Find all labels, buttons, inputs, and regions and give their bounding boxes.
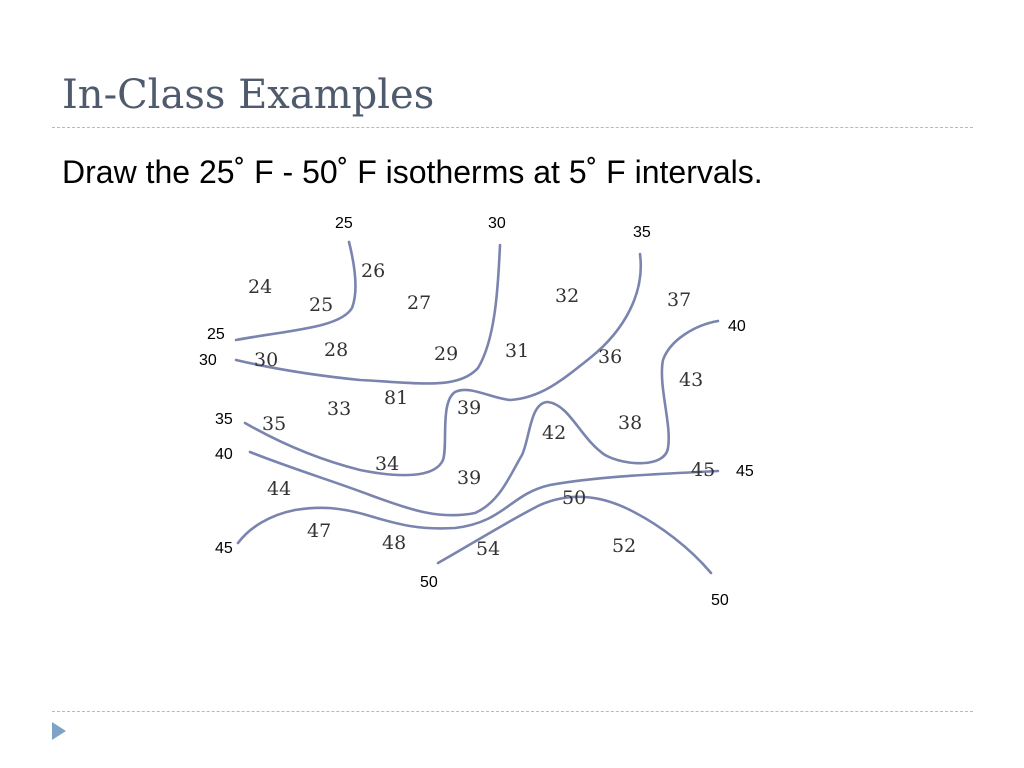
isotherm-line-40: [250, 321, 718, 515]
station-value: 45: [691, 459, 716, 481]
isotherm-label: 45: [215, 540, 233, 557]
isotherm-label: 25: [335, 215, 353, 232]
footer-divider: [52, 711, 973, 712]
isotherm-label: 50: [711, 592, 729, 609]
station-value: 30: [254, 349, 279, 371]
station-value: 44: [267, 478, 292, 500]
isotherm-label: 35: [215, 411, 233, 428]
station-value: 39: [457, 467, 482, 489]
triangle-right-icon: [50, 720, 68, 742]
instruction-text: Draw the 25˚ F - 50˚ F isotherms at 5˚ F intervals.: [62, 154, 763, 190]
isotherm-label: 35: [633, 224, 651, 241]
station-value: 43: [679, 369, 704, 391]
station-value: 27: [407, 292, 432, 314]
isotherm-label: 45: [736, 463, 754, 480]
station-value: 39: [457, 397, 482, 419]
isotherm-label: 25: [207, 326, 225, 343]
station-value: 50: [562, 487, 587, 509]
isotherm-label: 40: [215, 446, 233, 463]
station-value: 42: [542, 422, 567, 444]
station-value: 26: [361, 260, 386, 282]
station-value: 38: [618, 412, 643, 434]
station-value: 25: [309, 294, 334, 316]
isotherm-label: 30: [488, 215, 506, 232]
station-value: 28: [324, 339, 349, 361]
station-value: 81: [384, 387, 409, 409]
station-value: 52: [612, 535, 637, 557]
isotherm-label: 30: [199, 352, 217, 369]
station-value: 54: [476, 538, 501, 560]
station-value: 37: [667, 289, 692, 311]
station-value: 36: [598, 346, 623, 368]
station-value: 31: [505, 340, 530, 362]
station-value: 34: [375, 453, 400, 475]
station-value: 48: [382, 532, 407, 554]
station-value: 24: [248, 276, 273, 298]
station-value: 33: [327, 398, 352, 420]
station-value: 32: [555, 285, 580, 307]
station-value: 29: [434, 343, 459, 365]
isotherm-label: 40: [728, 318, 746, 335]
slide-title: In-Class Examples: [62, 72, 435, 118]
isotherm-label: 50: [420, 574, 438, 591]
station-value: 35: [262, 413, 287, 435]
station-value: 47: [307, 520, 332, 542]
